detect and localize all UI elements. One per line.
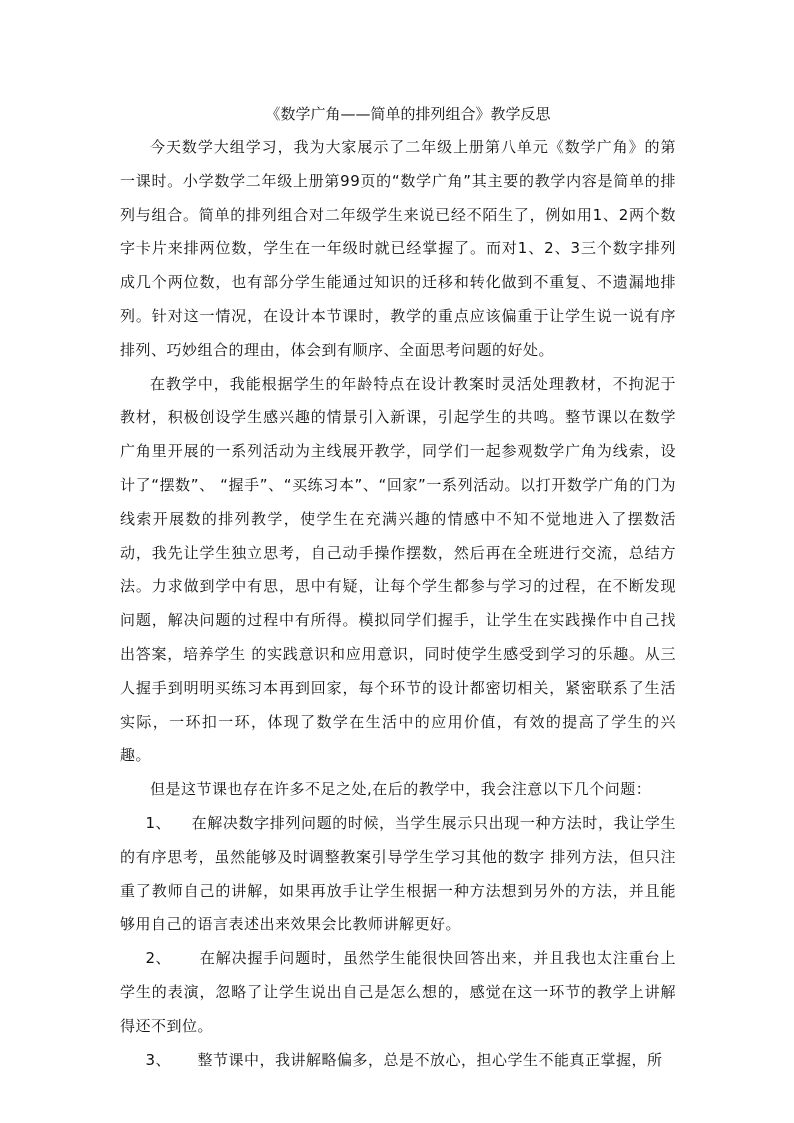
list-item	[120, 942, 676, 1043]
list-item	[120, 807, 676, 942]
paragraph-intro: 今天数学大组学习，我为大家展示了二年级上册第八单元《数学广角》的第一课时。小学数学二年级上册第99页的“数学广角”其主要的教学内容是简单的排列与组合。简单的排列组合对二年级学生来说已经不陌生了，例如用1、2两个数字卡片来排两位数，学生在一年级时就已经掌握了。而对1、2、3三个数字排列成几个两位数，也有部分学生能通过知识的迁移和转化做到不重复、不遗漏地排列。针对这一情况，在设计本节课时，教学的重点应该偏重于让学生说一说有序排列、巧妙组合的理由，体会到有顺序、全面思考问题的好处。	[120, 138, 676, 359]
list-item-number: 3、	[145, 1050, 172, 1069]
paragraph-shortcomings-intro: 但是这节课也存在许多不足之处,在后的教学中，我会注意以下几个问题：	[150, 780, 652, 799]
list-item-number: 2、	[145, 949, 172, 968]
list-item	[120, 1044, 676, 1078]
list-item-text: 整节课中，我讲解略偏多，总是不放心，担心学生不能真正掌握，所	[197, 1050, 663, 1069]
list-item-number: 1、	[145, 813, 172, 832]
document-body	[120, 97, 676, 1077]
list-item-text: 在解决数字排列问题的时候，当学生展示只出现一种方法时，我让学生的有序思考，虽然能够及时调整教案引导学生学习其他的数字 排列方法，但只注重了教师自己的讲解，如果再放手让学生根据一种方法想到另外的方法，并且能够用自己的语言表述出来效果会比教师讲解更好。	[120, 813, 676, 934]
list-item-text: 在解决握手问题时，虽然学生能很快回答出来，并且我也太注重台上学生的表演，忽略了让学生说出自己是怎么想的，感觉在这一环节的教学上讲解得还不到位。	[120, 949, 676, 1035]
paragraph-teaching-process: 在教学中，我能根据学生的年龄特点在设计教案时灵活处理教材，不拘泥于教材，积极创设学生感兴趣的情景引入新课，引起学生的共鸣。整节课以在数学广角里开展的一系列活动为主线展开教学，同学们一起参观数学广角为线索，设计了“摆数”、 “握手”、“买练习本”、“回家”一系列活动。以打开数学广角的门为线索开展数的排列教学，使学生在充满兴趣的情感中不知不觉地进入了摆数活动，我先让学生独立思考，自己动手操作摆数，然后再在全班进行交流，总结方法。力求做到学中有思，思中有疑，让每个学生都参与学习的过程，在不断发现问题，解决问题的过程中有所得。模拟同学们握手，让学生在实践操作中自己找出答案，培养学生 的实践意识和应用意识，同时使学生感受到学习的乐趣。从三人握手到明明买练习本再到回家，每个环节的设计都密切相关，紧密联系了生活实际，一环扣一环，体现了数学在生活中的应用价值，有效的提高了学生的兴趣。	[120, 374, 676, 765]
document-title: 《数学广角——简单的排列组合》教学反思	[265, 105, 551, 123]
